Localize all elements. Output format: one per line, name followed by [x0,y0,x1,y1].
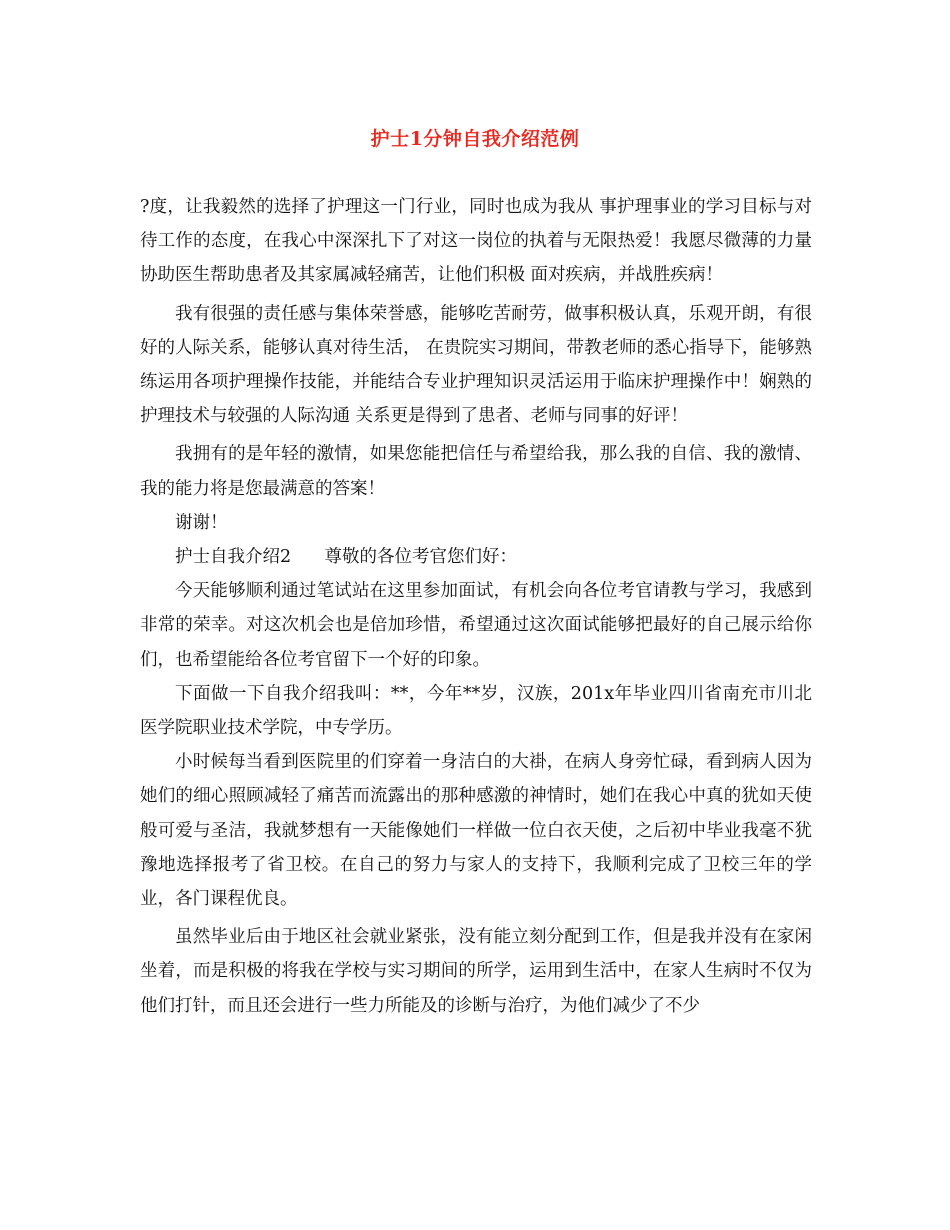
paragraph-self-intro: 下面做一下自我介绍我叫：**，今年**岁，汉族，201x年毕业四川省南充市川北医学院职业技术学院，中专学历。 [140,683,812,739]
paragraph-section-heading: 护士自我介绍2 尊敬的各位考官您们好： [175,547,518,568]
document-title: 护士1分钟自我介绍范例 [370,128,580,150]
paragraph-thanks: 谢谢！ [175,512,228,533]
paragraph-passion: 我拥有的是年轻的激情，如果您能把信任与希望给我，那么我的自信、我的激情、我的能力将是您最满意的答案！ [140,444,812,499]
paragraph-continued: ?度，让我毅然的选择了护理这一门行业，同时也成为我从 事护理事业的学习目标与对待工作的态度，在我心中深深扎下了对这一岗位的执着与无限热爱！我愿尽微薄的力量协助医生帮助患者及其家属减轻痛苦，让他们积极 面对疾病，并战胜疾病！ [140,197,812,286]
paragraph-childhood: 小时候每当看到医院里的们穿着一身洁白的大褂，在病人身旁忙碌，看到病人因为她们的细心照顾减轻了痛苦而流露出的那种感激的神情时，她们在我心中真的犹如天使般可爱与圣洁，我就梦想有一天能像她们一样做一位白衣天使，之后初中毕业我毫不犹豫地选择报考了省卫校。在自己的努力与家人的支持下，我顺利完成了卫校三年的学业，各门课程优良。 [140,752,812,910]
paragraph-interview-intro: 今天能够顺利通过笔试站在这里参加面试，有机会向各位考官请教与学习，我感到非常的荣幸。对这次机会也是倍加珍惜，希望通过这次面试能够把最好的自己展示给你们，也希望能给各位考官留下一个好的印象。 [140,581,812,670]
paragraph-responsibility: 我有很强的责任感与集体荣誉感，能够吃苦耐劳，做事积极认真，乐观开朗，有很好的人际关系，能够认真对待生活， 在贵院实习期间，带教老师的悉心指导下，能够熟练运用各项护理操作技能，并能结合专业护理知识灵活运用于临床护理操作中！娴熟的护理技术与较强的人际沟通 关系更是得到了患者、老师与同事的好评！ [140,303,812,427]
document-body [140,190,812,1023]
paragraph-after-graduation: 虽然毕业后由于地区社会就业紧张，没有能立刻分配到工作，但是我并没有在家闲坐着，而是积极的将我在学校与实习期间的所学，运用到生活中，在家人生病时不仅为他们打针，而且还会进行一些力所能及的诊断与治疗，为他们减少了不少 [140,927,812,1016]
